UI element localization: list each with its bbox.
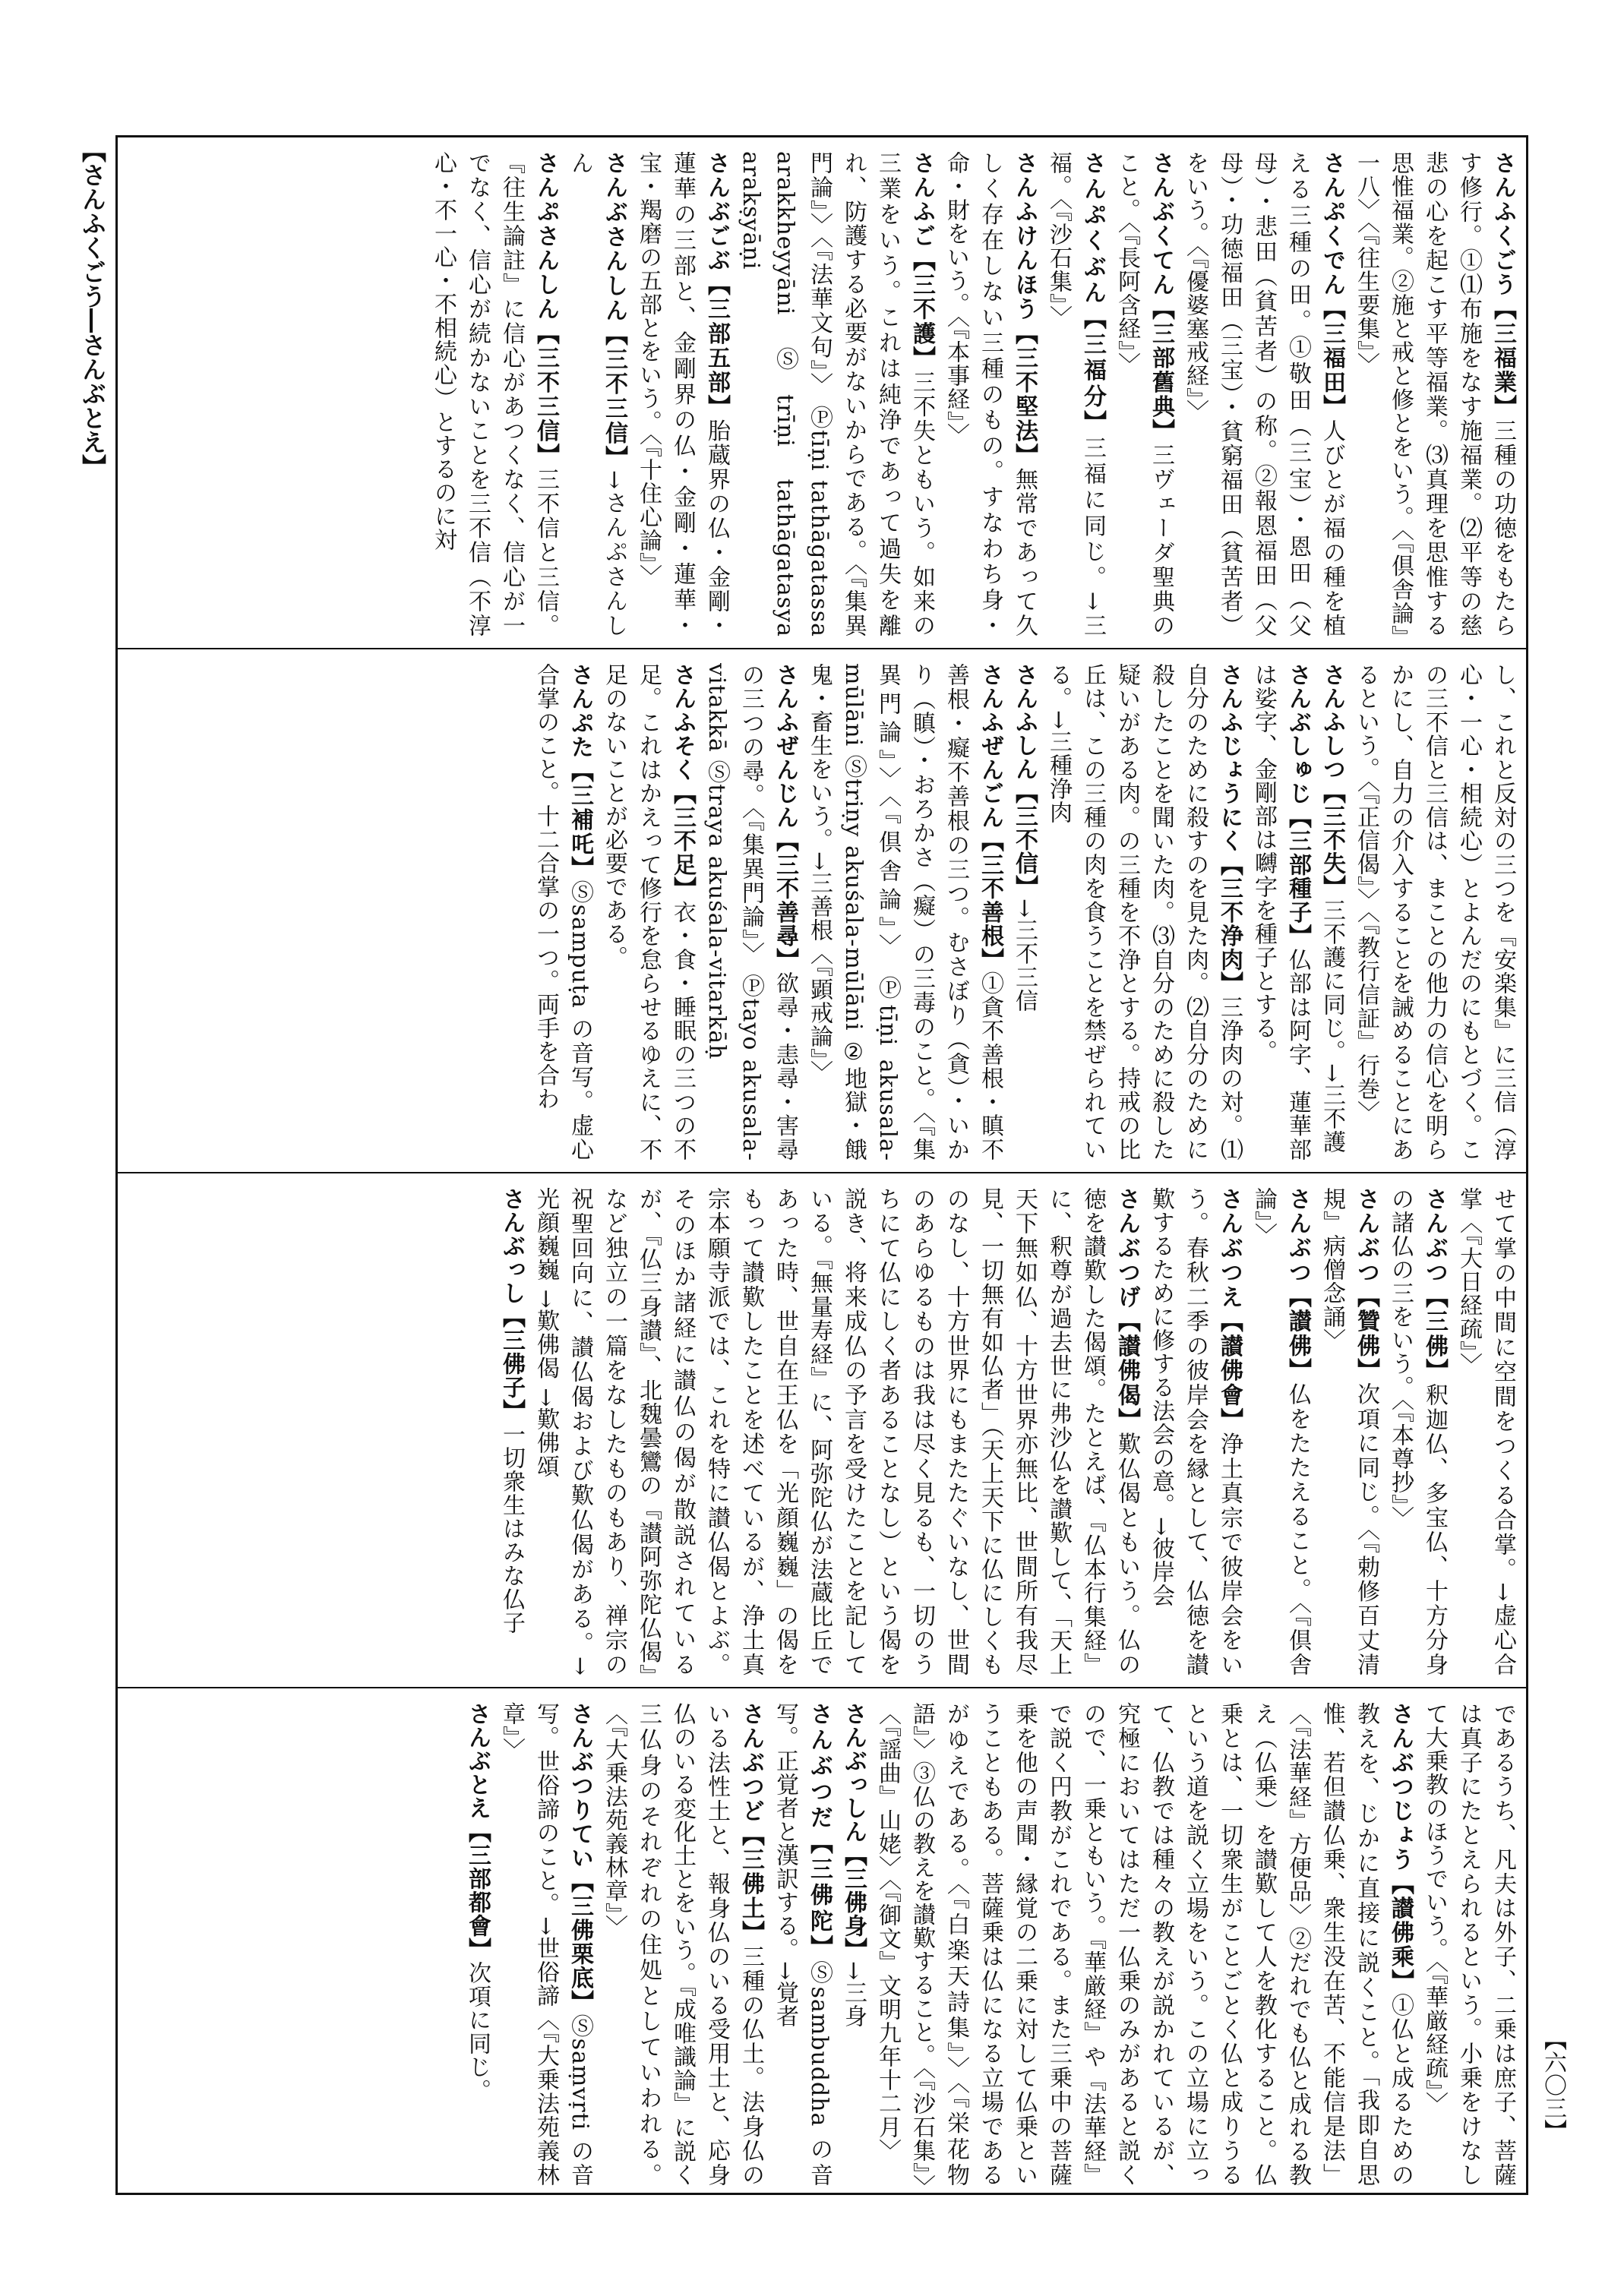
entry-body: ①貪不善根・瞋不善根・癡不善根の三つ。むさぼり（貪）・いかり（瞋）・おろかさ（癡）の三毒のこと。〈『集異門論』〉〈『倶舎論』〉 Ⓟtīṇi akusala-mūlāni Ⓢtriṇy akuśala-mūlāni ②地獄・餓鬼・畜生をいう。→三善根〈『顕戒論』〉 [806, 663, 1003, 1161]
dictionary-entry [768, 1702, 836, 2187]
entry-headword: さんぶつど【三佛土】 [738, 1702, 764, 1945]
entry-body: →三身 [840, 1961, 867, 2029]
dictionary-entry [1349, 151, 1520, 637]
entry-body: せて掌の中間に空間をつくる合掌。→虚心合掌〈『大日経疏』〉 [1455, 1187, 1516, 1676]
page-frame [115, 135, 1528, 2195]
text-band-2 [118, 648, 1526, 1172]
entry-headword: さんぷさんしん【三不三信】 [532, 151, 559, 468]
dictionary-entry [631, 151, 734, 637]
entry-body: 次項に同じ。〈『勅修百丈清規』病僧念誦〉 [1319, 1187, 1379, 1676]
entry-body: →三不三信 [1011, 899, 1038, 1013]
dictionary-entry [529, 1187, 1144, 1676]
entry-headword: さんふじょうにく【三不浄肉】 [1216, 663, 1243, 996]
dictionary-entry [1144, 1187, 1246, 1676]
entry-body: 三ヴェーダ聖典のこと。〈『長阿含経』〉 [1114, 151, 1174, 637]
entry-headword: さんぷた【三補吒】 [567, 663, 593, 880]
entry-body: Ⓢsambuddha の音写。正覚者と漢訳する。→覚者 [772, 1702, 833, 2187]
dictionary-entry [836, 1702, 870, 2187]
running-header: 【さんふくごう―さんぶとえ】 [78, 138, 107, 478]
dictionary-entry [563, 151, 631, 637]
entry-body: ①仏と成るための教えを、じかに直接に説くこと。「我即自思惟、若但讃仏乗、衆生没在苦、不能信是法」〈『法華経』方便品〉②だれでも仏と成れる教え（仏乗）を讃歎して人を教化すること。仏乗とは、一切衆生がことごとく仏と成りうるという道を説く立場をいう。この立場に立って、仏教では種々の教えが説かれているが、究極においてはただ一仏乗のみがあると説くので、一乗ともいう。『華厳経』や『法華経』で説く円教がこれである。また三乗中の菩薩乗を他の声聞・縁覚の二乗に対して仏乗ということもある。菩薩乗は仏になる立場であるがゆえである。〈『白楽天詩集』〉〈『栄花物語』〉③仏の教えを讃歎すること。〈『沙石集』〉〈『謡曲』山姥〉〈『御文』文明九年十二月〉 [874, 1702, 1414, 2187]
entry-headword: さんぷくでん【三福田】 [1319, 151, 1345, 419]
entry-headword: さんぶごぶ【三部五部】 [703, 151, 730, 419]
entry-body: であるうち、凡夫は外子、二乗は庶子、菩薩は真子にたとえられるという。小乗をけなして大乗教のほうでいう。〈『華厳経疏』〉 [1421, 1702, 1516, 2187]
entry-headword: さんふそく【三不足】 [669, 663, 696, 901]
entry-headword: さんぶつえ【讃佛會】 [1216, 1187, 1243, 1432]
entry-headword: さんふぜんごん【三不善根】 [977, 663, 1003, 972]
dictionary-entry [1178, 151, 1349, 637]
entry-headword: さんぶつじょう【讃佛乘】 [1387, 1702, 1414, 1994]
entry-body: 衣・食・睡眠の三つの不足。これはかえって修行を怠らせるゆえに、不足のないことが必要である。 [601, 663, 696, 1161]
band-4-text [124, 1702, 1520, 2187]
dictionary-entry [1383, 1187, 1452, 1676]
entry-headword: さんぶつ【讃佛】 [1284, 1187, 1311, 1383]
dictionary-entry [1315, 663, 1349, 1161]
dictionary-entry [494, 1702, 597, 2187]
entry-headword: さんぷくぶん【三福分】 [1079, 151, 1106, 437]
page-number: 【六〇三】 [1540, 2028, 1566, 2142]
entry-body: Ⓢsaṃvṛti の音写。世俗諦のこと。→世俗諦〈『大乗法苑義林章』〉 [498, 1702, 593, 2187]
entry-headword: さんぶさんしん【三不三信】 [601, 151, 627, 471]
entry-headword: さんぶっし【三佛子】 [498, 1187, 525, 1423]
entry-headword: さんふしつ【三不失】 [1319, 663, 1345, 899]
entry-headword: さんふしん【三不信】 [1011, 663, 1038, 899]
dictionary-entry [1110, 151, 1178, 637]
entry-body: 仏をたたえること。〈『倶舎論』〉 [1250, 1187, 1311, 1676]
entry-body: 三浄肉の対。⑴自分のために殺すのを見た肉。⑵自分のために殺したことを聞いた肉。⑶自分のために殺した疑いがある肉。の三種を不浄とする。持戒の比丘は、この三種の肉を食うことを禁ぜられている。→三種浄肉 [1045, 663, 1243, 1161]
entry-headword: さんぶつりてい【三佛栗底】 [567, 1702, 593, 2014]
band-3-text [124, 1187, 1520, 1676]
entry-body: 釈迦仏、多宝仏、十方分身の諸仏の三をいう。〈『本尊抄』〉 [1387, 1187, 1448, 1676]
band-2-text [124, 663, 1520, 1161]
dictionary-entry [1452, 1187, 1520, 1676]
dictionary-entry [426, 151, 563, 637]
entry-body: 次項に同じ。 [464, 1961, 491, 2102]
entry-headword: さんふくごう【三福業】 [1490, 151, 1516, 419]
dictionary-entry [1246, 1187, 1315, 1676]
text-band-4 [118, 1687, 1526, 2197]
entry-headword: さんぶくてん【三部舊典】 [1148, 151, 1174, 444]
dictionary-entry [802, 663, 1007, 1161]
dictionary-entry [1041, 663, 1246, 1161]
entry-headword: さんふご【三不護】 [908, 151, 935, 371]
dictionary-entry [1315, 1187, 1383, 1676]
entry-headword: さんぶとえ【三部都會】 [464, 1702, 491, 1961]
dictionary-entry [734, 151, 939, 637]
dictionary-entry [700, 663, 802, 1161]
entry-body: 一切衆生はみな仏子 [498, 1423, 525, 1634]
dictionary-entry [494, 1187, 529, 1676]
entry-headword: さんふぜんじん【三不善尋】 [772, 663, 798, 972]
entry-headword: さんぶっしん【三佛身】 [840, 1702, 867, 1961]
entry-body: 三不失ともいう。如来の三業をいう。これは純浄であって過失を離れ、防護する必要がないからである。〈『集異門論』〉〈『法華文句』〉 Ⓟtīṇi tathāgatassa arakkheyyāni Ⓢtrīṇi tathāgatasya arakṣyāṇi [738, 151, 935, 637]
dictionary-entry [529, 663, 597, 1161]
dictionary-entry [597, 1702, 768, 2187]
band-1-text [124, 151, 1520, 637]
entry-headword: さんぶつげ【讃佛偈】 [1114, 1187, 1140, 1432]
entry-body: →さんぷさんしん [567, 151, 627, 637]
entry-body: 歎仏偈ともいう。仏の徳を讃歎した偈頌。たとえば、『仏本行集経』に、釈尊が過去世に弗沙仏を讃歎して、「天上天下無如仏、十方世界亦無比、世間所有我尽見、一切無有如仏者」（天上天下に仏にしくものなし、十方世界にもまたたぐいなし、世間のあらゆるものは我は尽く見るも、一切のうちにて仏にしく者あることなし）という偈を説き、将来成仏の予言を受けたことを記している。『無量寿経』に、阿弥陀仏が法蔵比丘であった時、世自在王仏を「光顔巍巍」の偈をもって讃歎したことを述べているが、浄土真宗本願寺派では、これを特に讃仏偈とよぶ。そのほか諸経に讃仏の偈が散説されているが、『仏三身讃』、北魏曇鸞の『讃阿弥陀仏偈』など独立の一篇をなしたものもあり、禅宗の祝聖回向に、讃仏偈および歎仏偈がある。→光顔巍巍 →歎佛偈 →歎佛頌 [532, 1187, 1140, 1676]
dictionary-entry [1246, 663, 1315, 1161]
dictionary-entry [460, 1702, 494, 2187]
entry-body: 三不信と三信。『往生論註』に信心があつくなく、信心が一でなく、信心が続かないことを三不信（不淳心・不一心・不相続心）とするのに対 [430, 151, 559, 637]
entry-headword: さんふけんほう【三不堅法】 [1011, 151, 1038, 468]
text-band-3 [118, 1172, 1526, 1687]
text-band-1 [118, 137, 1526, 648]
entry-body: 三福に同じ。→三福。〈『沙石集』〉 [1045, 151, 1106, 637]
entry-body: 三種の仏土。法身仏のいる法性土と、報身仏のいる受用土と、応身仏のいる変化土とをいう。『成唯識論』に説く三仏身のそれぞれの住処としていわれる。〈『大乗法苑義林章』〉 [601, 1702, 764, 2187]
entry-body: 欲尋・恚尋・害尋の三つの尋。〈『集異門論』〉 Ⓟtayo akusala-vitakkā Ⓢtraya akuśala-vitarkāḥ [703, 663, 798, 1161]
entry-body: 三不護に同じ。→三不護 [1319, 899, 1345, 1154]
entry-body: 胎蔵界の仏・金剛・蓮華の三部と、金剛界の仏・金剛・蓮華・宝・羯磨の五部とをいう。〈『十住心論』〉 [635, 151, 730, 637]
entry-body: 三種の功徳をもたらす修行。①⑴布施をなす施福業。⑵平等の慈悲の心を起こす平等福業。⑶真理を思惟する思惟福業。②施と戒と修とをいう。〈『倶舎論』一八〉〈『往生要集』〉 [1353, 151, 1516, 637]
entry-body: Ⓢsampuṭa の音写。虚心合掌のこと。十二合掌の一つ。両手を合わ [532, 663, 593, 1161]
entry-headword: さんぶしゅじ【三部種子】 [1284, 663, 1311, 948]
entry-body: 無常であって久しく存在しない三種のもの。すなわち身・命・財をいう。〈『本事経』〉 [943, 151, 1038, 637]
entry-body: し、これと反対の三つを『安楽集』に三信（淳心・一心・相続心）とよんだのにもとづく。この三不信と三信は、まことの他力の信心を明らかにし、自力の介入することを誡めることにあるという。〈『正信偈』〉〈『教行信証』行巻〉 [1353, 663, 1516, 1161]
dictionary-entry [1007, 663, 1041, 1161]
entry-body: 仏部は阿字、蓮華部は娑字、金剛部は嚩字を種子とする。 [1250, 663, 1311, 1161]
dictionary-entry [939, 151, 1041, 637]
dictionary-entry [1417, 1702, 1520, 2187]
entry-body: 人びとが福の種を植える三種の田。①敬田（三宝）・恩田（父母）・悲田（貧苦者）の称。②報恩福田（父母）・功徳福田（三宝）・貧窮福田（貧苦者）をいう。〈『優婆塞戒経』〉 [1182, 151, 1345, 637]
dictionary-entry [597, 663, 700, 1161]
dictionary-entry [1349, 663, 1520, 1161]
entry-headword: さんぶつ【贊佛】 [1353, 1187, 1379, 1383]
dictionary-entry [870, 1702, 1417, 2187]
entry-body: 浄土真宗で彼岸会をいう。春秋二季の彼岸会を縁として、仏徳を讃歎するために修する法会の意。→彼岸会 [1148, 1187, 1243, 1676]
entry-headword: さんぶつ【三佛】 [1421, 1187, 1448, 1384]
dictionary-entry [1041, 151, 1110, 637]
entry-headword: さんぶつだ【三佛陀】 [806, 1702, 833, 1961]
